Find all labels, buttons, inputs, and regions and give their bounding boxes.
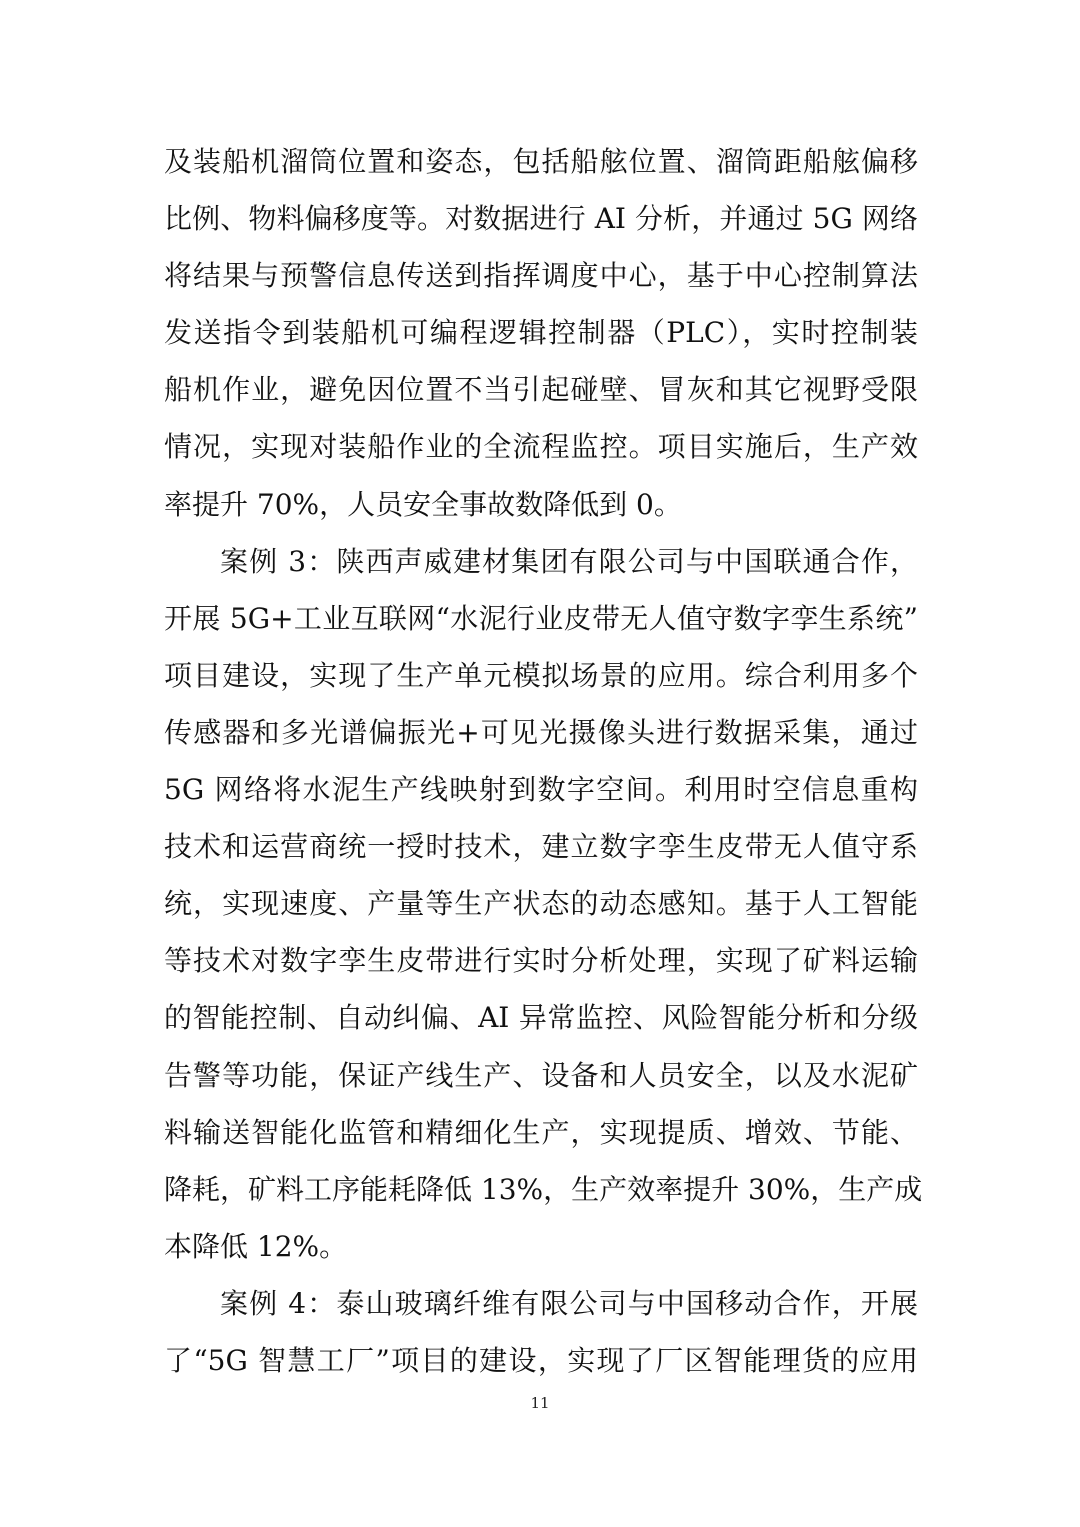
text-line: 率提升 70%，人员安全事故数降低到 0。 <box>164 487 682 521</box>
text-line: 比例、物料偏移度等。对数据进行 AI 分析，并通过 5G 网络 <box>164 202 918 236</box>
text-line: 及装船机溜筒位置和姿态，包括船舷位置、溜筒距船舷偏移 <box>164 145 918 178</box>
text-line: 的智能控制、自动纠偏、AI 异常监控、风险智能分析和分级 <box>164 1001 918 1035</box>
text-line: 等技术对数字孪生皮带进行实时分析处理，实现了矿料运输 <box>164 944 918 978</box>
case-3-heading-line: 案例 3：陕西声威建材集团有限公司与中国联通合作， <box>220 544 918 578</box>
page-number: 11 <box>530 1394 550 1412</box>
text-line: 船机作业，避免因位置不当引起碰壁、冒灰和其它视野受限 <box>164 373 918 407</box>
text-line: 降耗，矿料工序能耗降低 13%，生产效率提升 30%，生产成 <box>164 1172 923 1206</box>
text-line: 本降低 12%。 <box>164 1229 348 1263</box>
text-line: 技术和运营商统一授时技术，建立数字孪生皮带无人值守系 <box>164 830 918 864</box>
text-line: 统，实现速度、产量等生产状态的动态感知。基于人工智能 <box>164 887 918 921</box>
text-line: 5G 网络将水泥生产线映射到数字空间。利用时空信息重构 <box>164 773 918 807</box>
text-line: 项目建设，实现了生产单元模拟场景的应用。综合利用多个 <box>164 658 918 692</box>
text-line: 情况，实现对装船作业的全流程监控。项目实施后，生产效 <box>164 430 918 464</box>
text-line: 发送指令到装船机可编程逻辑控制器（PLC），实时控制装 <box>164 316 918 350</box>
body-text <box>164 133 923 1389</box>
text-line: 了“5G 智慧工厂”项目的建设，实现了厂区智能理货的应用 <box>164 1343 918 1377</box>
text-line: 开展 5G+工业互联网“水泥行业皮带无人值守数字孪生系统” <box>164 601 918 635</box>
text-line: 告警等功能，保证产线生产、设备和人员安全，以及水泥矿 <box>164 1058 918 1092</box>
text-line: 将结果与预警信息传送到指挥调度中心，基于中心控制算法 <box>164 259 918 293</box>
case-4-heading-line: 案例 4：泰山玻璃纤维有限公司与中国移动合作，开展 <box>220 1286 918 1320</box>
text-line: 传感器和多光谱偏振光+可见光摄像头进行数据采集，通过 <box>164 715 918 749</box>
text-line: 料输送智能化监管和精细化生产，实现提质、增效、节能、 <box>164 1115 918 1149</box>
